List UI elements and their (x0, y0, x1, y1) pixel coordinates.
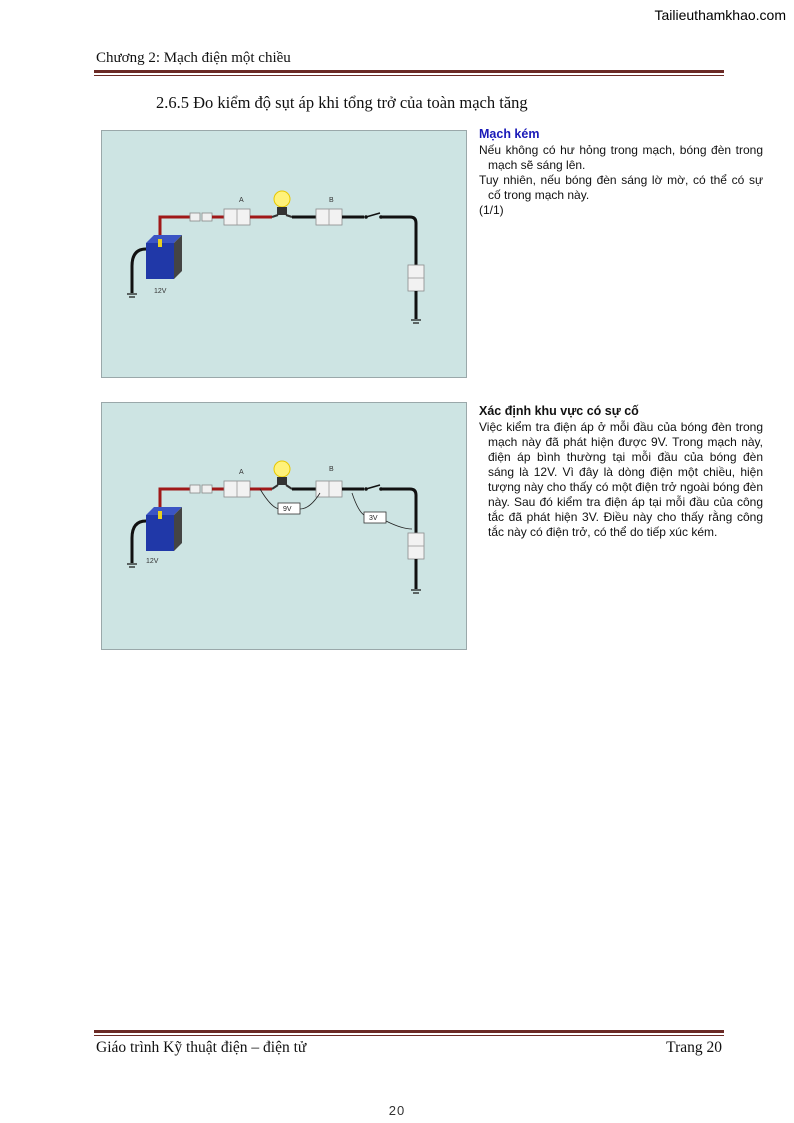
chapter-header: Chương 2: Mạch điện một chiều (96, 50, 291, 66)
connector-b (316, 481, 342, 497)
circuit-diagram-1 (101, 130, 467, 378)
battery-voltage: 12V (154, 288, 167, 295)
footer-rule (94, 1030, 724, 1036)
connector-b-label: B (329, 466, 334, 473)
connector-a-label: A (239, 469, 244, 476)
battery-voltage: 12V (146, 558, 159, 565)
connector-a (224, 481, 250, 497)
connector-b-label: B (329, 197, 334, 204)
voltmeter-bulb-reading: 9V (283, 506, 292, 513)
voltmeter-switch (352, 493, 412, 529)
load-connector (408, 265, 424, 291)
watermark: Tailieuthamkhao.com (654, 7, 786, 23)
page-number: 20 (388, 1103, 406, 1118)
switch-icon (364, 213, 383, 219)
figure2-paragraph: Việc kiểm tra điện áp ở mỗi đầu của bóng đèn trong mạch này đã phát hiện được 9V. Trong mạch này, điện áp bình thường tại mỗi đầu của bóng đèn sáng là 12V. Vì đây là dòng điện một chiều, hiện tượng này cho thấy có một điện trở ngoài bóng đèn này. Sau đó kiểm tra điện áp tại mỗi đầu của công tắc đã phát hiện 3V. Điều này cho thấy rằng công tắc này có điện trở, có thể do tiếp xúc kém. (479, 420, 763, 539)
figure1-paragraph: (1/1) (479, 203, 504, 217)
figure2-heading: Xác định khu vực có sự cố (479, 404, 639, 418)
fuse-icon (190, 485, 212, 493)
bulb-icon (274, 191, 290, 215)
ground-icon (127, 564, 137, 567)
figure2-text (479, 404, 763, 540)
header-rule (94, 70, 724, 76)
connector-a (224, 209, 250, 225)
switch-icon (364, 485, 383, 491)
connector-b (316, 209, 342, 225)
connector-a-label: A (239, 197, 244, 204)
voltmeter-switch-reading: 3V (369, 515, 378, 522)
footer-page: Trang 20 (666, 1039, 722, 1056)
ground-icon (411, 320, 421, 323)
section-title: 2.6.5 Đo kiểm độ sụt áp khi tổng trở của toàn mạch tăng (156, 93, 528, 112)
battery-icon (146, 507, 182, 551)
load-connector (408, 533, 424, 559)
voltmeter-bulb (260, 489, 320, 514)
ground-icon (127, 294, 137, 297)
battery-icon (146, 235, 182, 279)
fuse-icon (190, 213, 212, 221)
footer-title: Giáo trình Kỹ thuật điện – điện tử (96, 1039, 307, 1056)
ground-icon (411, 590, 421, 593)
bulb-icon (274, 461, 290, 485)
figure1-text (479, 127, 763, 218)
figure1-heading: Mạch kém (479, 127, 540, 141)
figure1-paragraph: Tuy nhiên, nếu bóng đèn sáng lờ mờ, có thể có sự cố trong mạch này. (479, 173, 763, 202)
figure1-paragraph: Nếu không có hư hỏng trong mạch, bóng đèn trong mạch sẽ sáng lên. (479, 143, 763, 172)
circuit-diagram-2 (101, 402, 467, 650)
